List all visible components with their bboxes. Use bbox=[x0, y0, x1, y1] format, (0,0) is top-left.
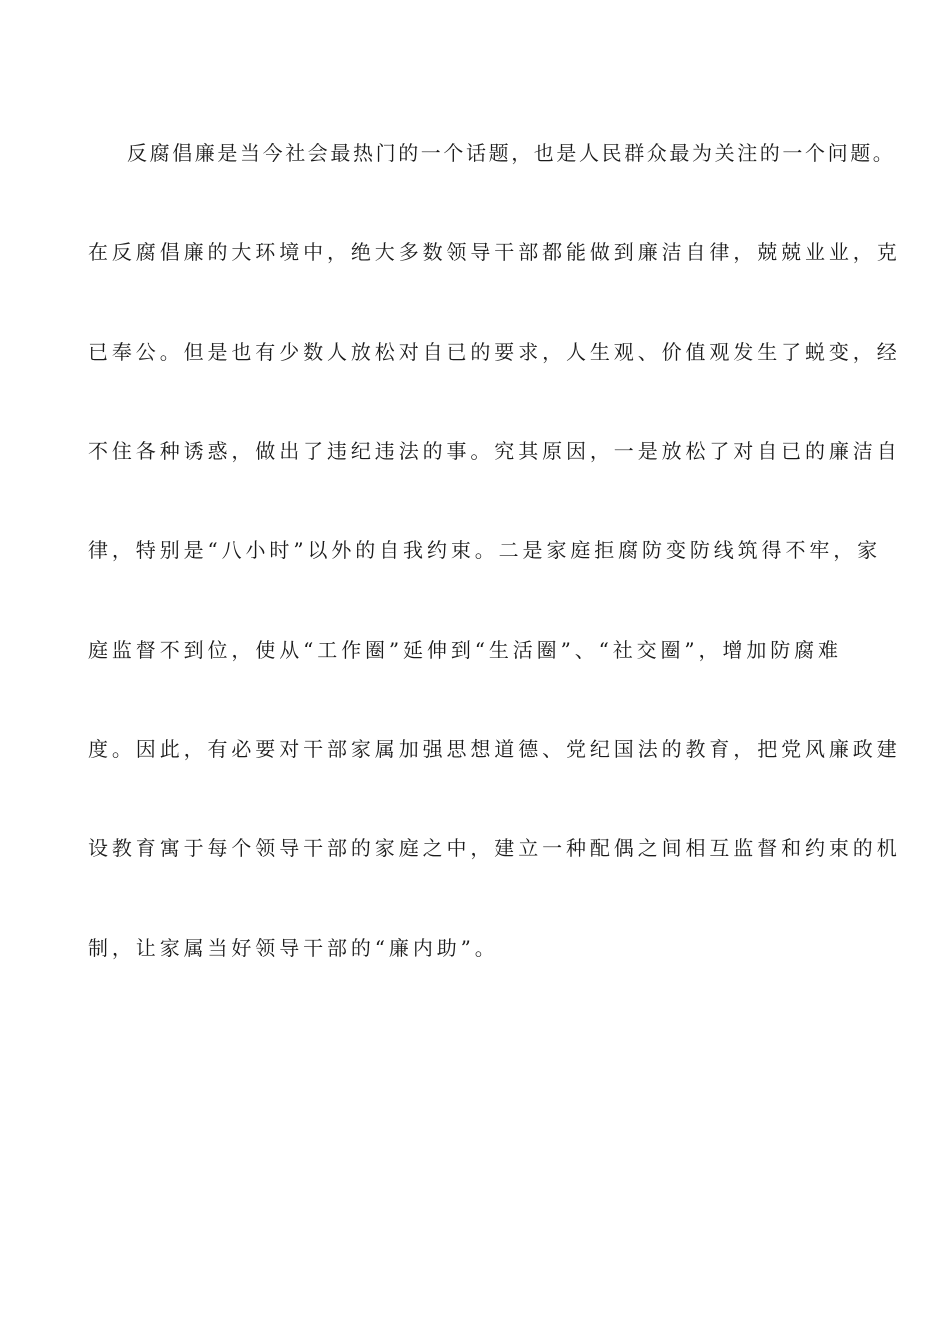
paragraph-line-8: 设教育寓于每个领导干部的家庭之中，建立一种配偶之间相互监督和约束的机 bbox=[88, 836, 901, 860]
paragraph-line-9: 制，让家属当好领导干部的“廉内助”。 bbox=[88, 936, 499, 960]
paragraph-line-4: 不住各种诱惑，做出了违纪违法的事。究其原因，一是放松了对自已的廉洁自 bbox=[88, 439, 901, 463]
paragraph-line-5: 律，特别是“八小时”以外的自我约束。二是家庭拒腐防变防线筑得不牢，家 bbox=[88, 538, 882, 562]
paragraph-line-1: 反腐倡廉是当今社会最热门的一个话题，也是人民群众最为关注的一个问题。 bbox=[127, 141, 896, 165]
paragraph-line-7: 度。因此，有必要对干部家属加强思想道德、党纪国法的教育，把党风廉政建 bbox=[88, 737, 901, 761]
paragraph-line-6: 庭监督不到位，使从“工作圈”延伸到“生活圈”、“社交圈”，增加防腐难 bbox=[88, 638, 842, 662]
paragraph-line-3: 已奉公。但是也有少数人放松对自已的要求，人生观、价值观发生了蜕变，经 bbox=[88, 340, 901, 364]
paragraph-line-2: 在反腐倡廉的大环境中，绝大多数领导干部都能做到廉洁自律，兢兢业业，克 bbox=[88, 240, 901, 264]
